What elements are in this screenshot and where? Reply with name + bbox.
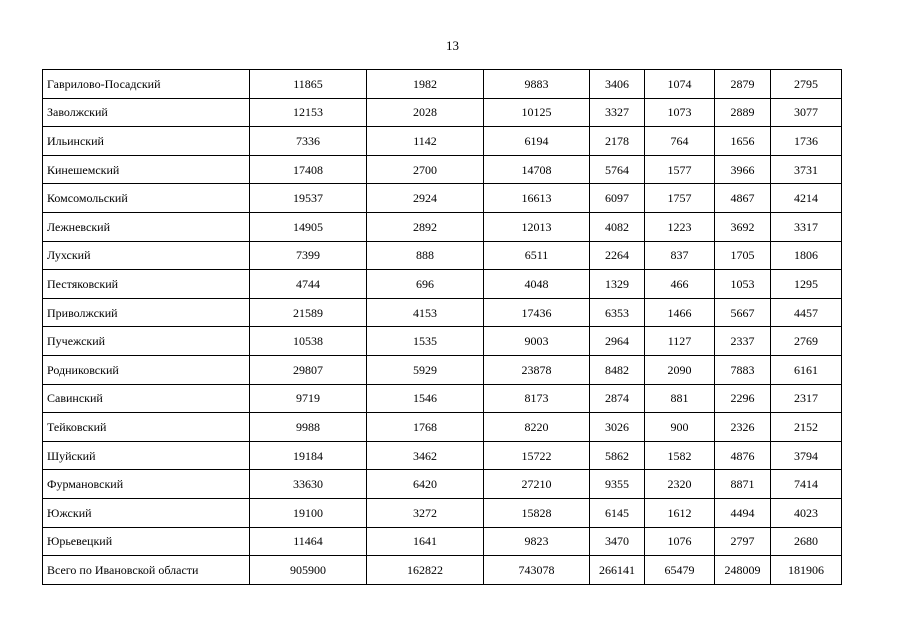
value-cell: 2337 [715, 327, 771, 356]
value-cell: 266141 [590, 556, 645, 585]
value-cell: 905900 [250, 556, 367, 585]
table-row [43, 212, 842, 241]
district-name-cell: Тейковский [43, 413, 250, 442]
value-cell: 1535 [367, 327, 484, 356]
value-cell: 2879 [715, 70, 771, 99]
value-cell: 1142 [367, 127, 484, 156]
value-cell: 12153 [250, 98, 367, 127]
value-cell: 1073 [645, 98, 715, 127]
table-row [43, 241, 842, 270]
value-cell: 3327 [590, 98, 645, 127]
value-cell: 2874 [590, 384, 645, 413]
statistics-table [42, 69, 842, 585]
value-cell: 8220 [484, 413, 590, 442]
value-cell: 2090 [645, 355, 715, 384]
district-name-cell: Заволжский [43, 98, 250, 127]
district-name-cell: Лухский [43, 241, 250, 270]
value-cell: 5667 [715, 298, 771, 327]
district-name-cell: Лежневский [43, 212, 250, 241]
district-name-cell: Юрьевецкий [43, 527, 250, 556]
value-cell: 10125 [484, 98, 590, 127]
value-cell: 1295 [771, 270, 842, 299]
value-cell: 16613 [484, 184, 590, 213]
value-cell: 7883 [715, 355, 771, 384]
value-cell: 7399 [250, 241, 367, 270]
value-cell: 3026 [590, 413, 645, 442]
value-cell: 1656 [715, 127, 771, 156]
value-cell: 1768 [367, 413, 484, 442]
value-cell: 2892 [367, 212, 484, 241]
value-cell: 2152 [771, 413, 842, 442]
value-cell: 1466 [645, 298, 715, 327]
value-cell: 181906 [771, 556, 842, 585]
value-cell: 2797 [715, 527, 771, 556]
value-cell: 2317 [771, 384, 842, 413]
district-name-cell: Ильинский [43, 127, 250, 156]
value-cell: 17408 [250, 155, 367, 184]
value-cell: 23878 [484, 355, 590, 384]
value-cell: 21589 [250, 298, 367, 327]
value-cell: 1806 [771, 241, 842, 270]
table-row [43, 413, 842, 442]
value-cell: 11865 [250, 70, 367, 99]
value-cell: 4214 [771, 184, 842, 213]
value-cell: 888 [367, 241, 484, 270]
value-cell: 17436 [484, 298, 590, 327]
table-row [43, 441, 842, 470]
value-cell: 5929 [367, 355, 484, 384]
value-cell: 6097 [590, 184, 645, 213]
value-cell: 9003 [484, 327, 590, 356]
value-cell: 19537 [250, 184, 367, 213]
value-cell: 2769 [771, 327, 842, 356]
value-cell: 7336 [250, 127, 367, 156]
value-cell: 4494 [715, 498, 771, 527]
value-cell: 3966 [715, 155, 771, 184]
table-row [43, 355, 842, 384]
value-cell: 3317 [771, 212, 842, 241]
value-cell: 4744 [250, 270, 367, 299]
value-cell: 9355 [590, 470, 645, 499]
value-cell: 2320 [645, 470, 715, 499]
district-name-cell: Шуйский [43, 441, 250, 470]
value-cell: 2178 [590, 127, 645, 156]
value-cell: 5862 [590, 441, 645, 470]
value-cell: 743078 [484, 556, 590, 585]
value-cell: 1705 [715, 241, 771, 270]
value-cell: 1612 [645, 498, 715, 527]
value-cell: 1546 [367, 384, 484, 413]
value-cell: 14708 [484, 155, 590, 184]
value-cell: 9719 [250, 384, 367, 413]
value-cell: 3462 [367, 441, 484, 470]
value-cell: 6161 [771, 355, 842, 384]
value-cell: 764 [645, 127, 715, 156]
value-cell: 1053 [715, 270, 771, 299]
table-row [43, 98, 842, 127]
value-cell: 15722 [484, 441, 590, 470]
value-cell: 14905 [250, 212, 367, 241]
value-cell: 12013 [484, 212, 590, 241]
table-row [43, 498, 842, 527]
value-cell: 10538 [250, 327, 367, 356]
table-row [43, 527, 842, 556]
value-cell: 3692 [715, 212, 771, 241]
table-row [43, 470, 842, 499]
value-cell: 4082 [590, 212, 645, 241]
value-cell: 2700 [367, 155, 484, 184]
district-name-cell: Южский [43, 498, 250, 527]
district-name-cell: Комсомольский [43, 184, 250, 213]
value-cell: 5764 [590, 155, 645, 184]
value-cell: 8871 [715, 470, 771, 499]
value-cell: 19184 [250, 441, 367, 470]
table-row [43, 384, 842, 413]
value-cell: 4867 [715, 184, 771, 213]
value-cell: 6420 [367, 470, 484, 499]
value-cell: 3272 [367, 498, 484, 527]
value-cell: 1074 [645, 70, 715, 99]
value-cell: 6353 [590, 298, 645, 327]
value-cell: 1329 [590, 270, 645, 299]
table-row [43, 327, 842, 356]
district-name-cell: Приволжский [43, 298, 250, 327]
value-cell: 8482 [590, 355, 645, 384]
district-name-cell: Фурмановский [43, 470, 250, 499]
district-name-cell: Гаврилово-Посадский [43, 70, 250, 99]
value-cell: 9823 [484, 527, 590, 556]
table-row [43, 70, 842, 99]
value-cell: 4876 [715, 441, 771, 470]
value-cell: 2326 [715, 413, 771, 442]
value-cell: 8173 [484, 384, 590, 413]
value-cell: 162822 [367, 556, 484, 585]
district-name-cell: Савинский [43, 384, 250, 413]
value-cell: 2795 [771, 70, 842, 99]
value-cell: 1982 [367, 70, 484, 99]
value-cell: 881 [645, 384, 715, 413]
district-name-cell: Родниковский [43, 355, 250, 384]
value-cell: 15828 [484, 498, 590, 527]
value-cell: 3794 [771, 441, 842, 470]
table-total-row [43, 556, 842, 585]
value-cell: 2680 [771, 527, 842, 556]
value-cell: 7414 [771, 470, 842, 499]
value-cell: 1223 [645, 212, 715, 241]
value-cell: 3077 [771, 98, 842, 127]
value-cell: 4153 [367, 298, 484, 327]
value-cell: 3406 [590, 70, 645, 99]
value-cell: 65479 [645, 556, 715, 585]
value-cell: 1577 [645, 155, 715, 184]
value-cell: 248009 [715, 556, 771, 585]
value-cell: 900 [645, 413, 715, 442]
table-row [43, 298, 842, 327]
table-body [43, 70, 842, 585]
value-cell: 6194 [484, 127, 590, 156]
value-cell: 1757 [645, 184, 715, 213]
table-row [43, 127, 842, 156]
value-cell: 9883 [484, 70, 590, 99]
value-cell: 11464 [250, 527, 367, 556]
value-cell: 837 [645, 241, 715, 270]
district-name-cell: Всего по Ивановской области [43, 556, 250, 585]
value-cell: 4023 [771, 498, 842, 527]
value-cell: 6511 [484, 241, 590, 270]
table-row [43, 184, 842, 213]
value-cell: 696 [367, 270, 484, 299]
value-cell: 2028 [367, 98, 484, 127]
district-name-cell: Пучежский [43, 327, 250, 356]
value-cell: 4048 [484, 270, 590, 299]
value-cell: 2924 [367, 184, 484, 213]
table-row [43, 155, 842, 184]
value-cell: 29807 [250, 355, 367, 384]
value-cell: 1076 [645, 527, 715, 556]
value-cell: 9988 [250, 413, 367, 442]
value-cell: 19100 [250, 498, 367, 527]
value-cell: 6145 [590, 498, 645, 527]
district-name-cell: Пестяковский [43, 270, 250, 299]
district-name-cell: Кинешемский [43, 155, 250, 184]
value-cell: 27210 [484, 470, 590, 499]
value-cell: 2964 [590, 327, 645, 356]
value-cell: 466 [645, 270, 715, 299]
value-cell: 1736 [771, 127, 842, 156]
value-cell: 3470 [590, 527, 645, 556]
value-cell: 4457 [771, 298, 842, 327]
value-cell: 3731 [771, 155, 842, 184]
page-number: 13 [446, 38, 459, 53]
value-cell: 1127 [645, 327, 715, 356]
value-cell: 2889 [715, 98, 771, 127]
table-row [43, 270, 842, 299]
value-cell: 2264 [590, 241, 645, 270]
value-cell: 33630 [250, 470, 367, 499]
value-cell: 1641 [367, 527, 484, 556]
value-cell: 1582 [645, 441, 715, 470]
value-cell: 2296 [715, 384, 771, 413]
